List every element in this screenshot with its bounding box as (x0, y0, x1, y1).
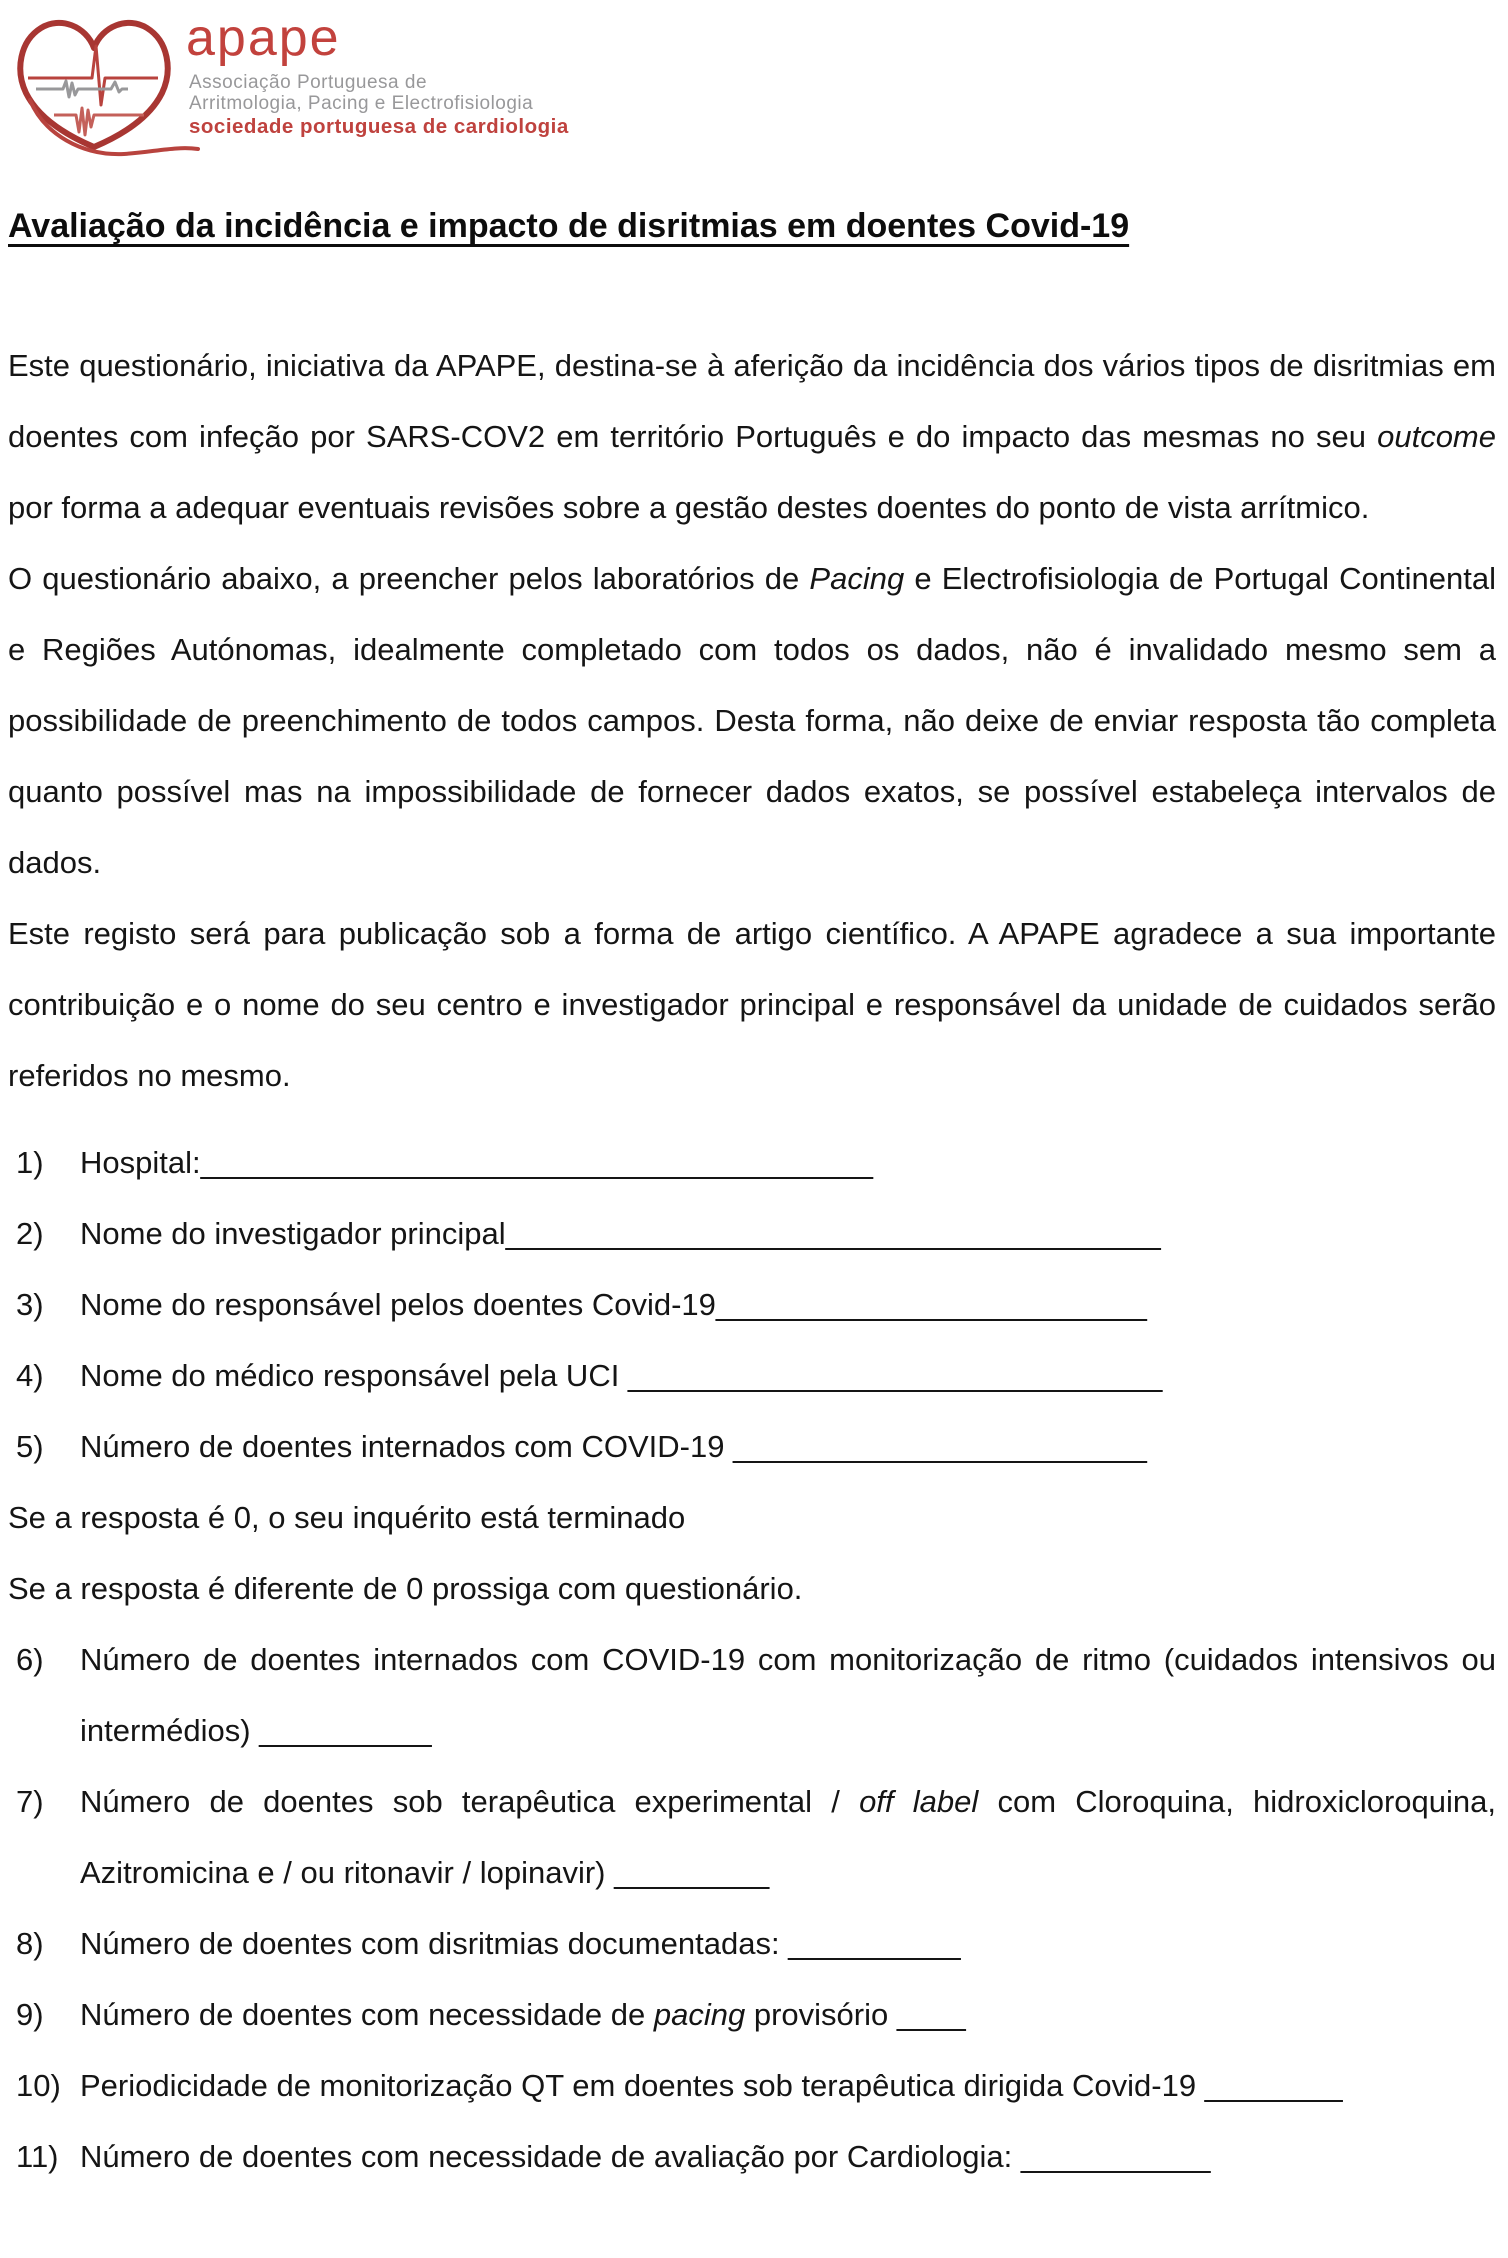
question-number: 4) (16, 1358, 44, 1393)
question-text: Número de doentes com disritmias documentadas: __________ (80, 1926, 961, 1961)
question-item (8, 1908, 1496, 1979)
logo-subtitle-line2: Arritmologia, Pacing e Electrofisiologia (189, 93, 534, 114)
question-text: Número de doentes sob terapêutica experimental / off label com Cloroquina, hidroxicloroquina, Azitromicina e / ou ritonavir / lopinavir) _________ (80, 1784, 1496, 1890)
question-item (8, 1269, 1496, 1340)
question-item (8, 1340, 1496, 1411)
question-number: 1) (16, 1145, 44, 1180)
question-number: 3) (16, 1287, 44, 1322)
question-number: 9) (16, 1997, 44, 2032)
question-number: 8) (16, 1926, 44, 1961)
document-title: Avaliação da incidência e impacto de disritmias em doentes Covid-19 (8, 207, 1130, 245)
question-text: Periodicidade de monitorização QT em doentes sob terapêutica dirigida Covid-19 ________ (80, 2068, 1343, 2103)
question-number: 7) (16, 1784, 44, 1819)
body-paragraph: Este questionário, iniciativa da APAPE, destina-se à aferição da incidência dos vários tipos de disritmias em doentes com infeção por SARS-COV2 em território Português e do impacto das mesmas no seu outcome por forma a adequar eventuais revisões sobre a gestão destes doentes do ponto de vista arrítmico. (8, 348, 1496, 525)
question-item (8, 1979, 1496, 2050)
logo-society-line: sociedade portuguesa de cardiologia (189, 115, 569, 138)
question-text: Nome do responsável pelos doentes Covid-19_________________________ (80, 1287, 1147, 1322)
question-item (8, 1766, 1496, 1908)
question-text: Número de doentes internados com COVID-19 com monitorização de ritmo (cuidados intensivos ou intermédios) __________ (80, 1642, 1496, 1748)
note-line: Se a resposta é 0, o seu inquérito está terminado (8, 1500, 686, 1535)
intro-paragraphs (8, 330, 1496, 1111)
question-text: Hospital:_______________________________________ (80, 1145, 873, 1180)
note-line: Se a resposta é diferente de 0 prossiga com questionário. (8, 1571, 803, 1606)
question-list (8, 1127, 1496, 2192)
question-text: Número de doentes internados com COVID-19 ________________________ (80, 1429, 1147, 1464)
question-number: 5) (16, 1429, 44, 1464)
question-number: 2) (16, 1216, 44, 1251)
question-item (8, 1624, 1496, 1766)
question-item (8, 1198, 1496, 1269)
question-text: Número de doentes com necessidade de pacing provisório ____ (80, 1997, 966, 2032)
question-number: 6) (16, 1642, 44, 1677)
logo-subtitle-line1: Associação Portuguesa de (189, 72, 428, 93)
question-item (8, 2121, 1496, 2192)
question-number: 10) (16, 2068, 61, 2103)
question-number: 11) (16, 2139, 59, 2174)
question-item (8, 2050, 1496, 2121)
question-item (8, 1127, 1496, 1198)
apape-logo (8, 6, 1496, 164)
question-text: Número de doentes com necessidade de avaliação por Cardiologia: ___________ (80, 2139, 1211, 2174)
question-item (8, 1411, 1496, 1482)
logo-brand-text: apape (186, 9, 341, 67)
body-paragraph: Este registo será para publicação sob a forma de artigo científico. A APAPE agradece a sua importante contribuição e o nome do seu centro e investigador principal e responsável da unidade de cuidados serão referidos no mesmo. (8, 916, 1496, 1093)
question-text: Nome do médico responsável pela UCI _______________________________ (80, 1358, 1163, 1393)
question-text: Nome do investigador principal______________________________________ (80, 1216, 1161, 1251)
body-paragraph: O questionário abaixo, a preencher pelos laboratórios de Pacing e Electrofisiologia de Portugal Continental e Regiões Autónomas, idealmente completado com todos os dados, não é invalidado mesmo sem a possibilidade de preenchimento de todos campos. Desta forma, não deixe de enviar resposta tão completa quanto possível mas na impossibilidade de fornecer dados exatos, se possível estabeleça intervalos de dados. (8, 561, 1496, 880)
